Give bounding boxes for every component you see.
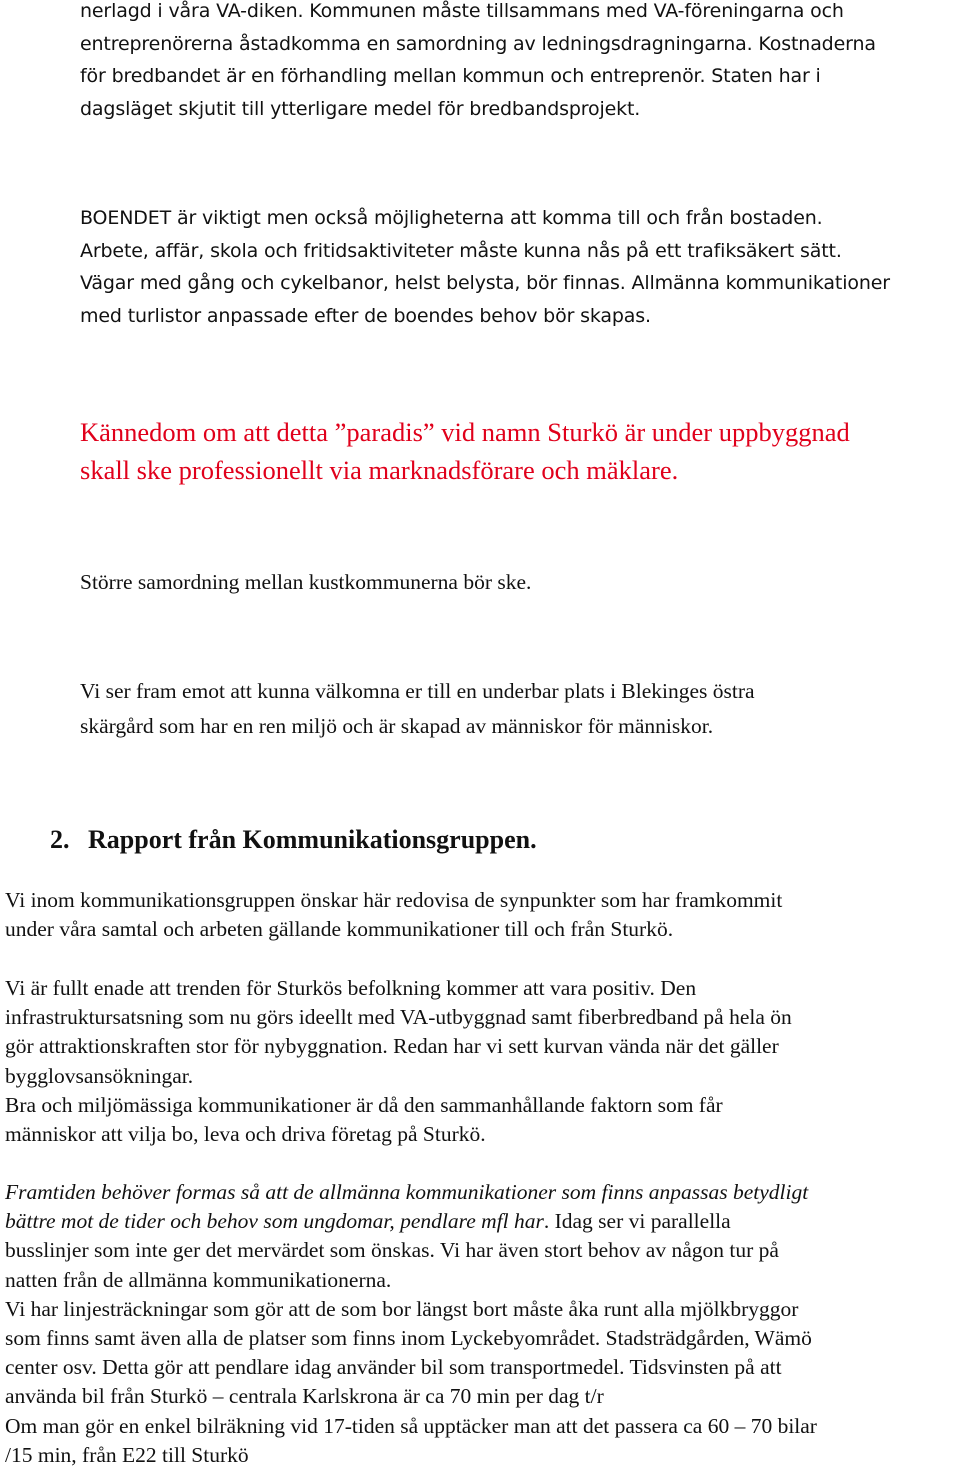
- text-line: för bredbandet är en förhandling mellan kommun och entreprenör. Staten har i: [80, 65, 821, 87]
- text-line: skärgård som har en ren miljö och är skapad av människor för människor.: [80, 713, 714, 738]
- paragraph-boendet: [80, 202, 890, 332]
- text-line: Kännedom om att detta ”paradis” vid namn Sturkö är under uppbyggnad: [80, 417, 850, 447]
- text-line: Om man gör en enkel bilräkning vid 17-tiden så upptäcker man att det passera ca 60 – 70 bilar: [5, 1413, 817, 1438]
- text-line: center osv. Detta gör att pendlare idag använder bil som transportmedel. Tidsvinsten på att: [5, 1355, 782, 1380]
- text-line: BOENDET är viktigt men också möjligheterna att komma till och från bostaden.: [80, 207, 823, 229]
- text-line: [5, 1207, 817, 1236]
- text-line: Vi är fullt enade att trenden för Sturkös befolkning kommer att vara positiv. Den: [5, 976, 697, 1000]
- paragraph-kannedom: [80, 413, 850, 489]
- text-fragment: . Idag ser vi parallella: [543, 1209, 731, 1234]
- text-line: Vi inom kommunikationsgruppen önskar här redovisa de synpunkter som har framkommit: [5, 888, 783, 912]
- text-line: nerlagd i våra VA-diken. Kommunen måste tillsammans med VA-föreningarna och: [80, 0, 844, 22]
- paragraph-samordning: [80, 565, 531, 600]
- text-line: busslinjer som inte ger det mervärdet som önskas. Vi har även stort behov av någon tur på: [5, 1238, 779, 1263]
- text-line: entreprenörerna åstadkomma en samordning av ledningsdragningarna. Kostnaderna: [80, 32, 876, 55]
- text-line: använda bil från Sturkö – centrala Karlskrona är ca 70 min per dag t/r: [5, 1384, 604, 1409]
- text-line: med turlistor anpassade efter de boendes behov bör skapas.: [80, 304, 651, 327]
- paragraph-kommunikationsgruppen: [5, 886, 782, 944]
- text-line: Vi har linjesträckningar som gör att de som bor längst bort måste åka runt alla mjölkbryggor: [5, 1296, 799, 1321]
- text-line: bygglovsansökningar.: [5, 1063, 194, 1088]
- text-line: Bra och miljömässiga kommunikationer är då den sammanhållande faktorn som får: [5, 1092, 723, 1117]
- text-line: Arbete, affär, skola och fritidsaktiviteter måste kunna nås på ett trafiksäkert sätt.: [80, 239, 842, 262]
- paragraph-trenden: [5, 974, 792, 1149]
- text-line: dagsläget skjutit till ytterligare medel för bredbandsprojekt.: [80, 97, 641, 120]
- section-heading: [50, 824, 537, 856]
- text-line: Vi ser fram emot att kunna välkomna er till en underbar plats i Blekinges östra: [80, 679, 755, 703]
- paragraph-valkomna: [80, 674, 755, 743]
- section-number: 2.: [50, 825, 70, 854]
- text-line: som finns samt även alla de platser som finns inom Lyckebyområdet. Stadsträdgården, Wämö: [5, 1326, 812, 1351]
- italic-text: Framtiden behöver formas så att de allmänna kommunikationer som finns anpassas betydligt: [5, 1180, 809, 1204]
- text-line: [5, 1178, 817, 1207]
- text-line: under våra samtal och arbeten gällande kommunikationer till och från Sturkö.: [5, 917, 674, 942]
- text-line: Större samordning mellan kustkommunerna bör ske.: [80, 570, 532, 594]
- paragraph-bredband: [80, 0, 876, 125]
- text-line: natten från de allmänna kommunikationerna.: [5, 1267, 392, 1292]
- paragraph-framtiden: [5, 1178, 817, 1470]
- text-line: infrastruktursatsning som nu görs ideellt med VA-utbyggnad samt fiberbredband på hela ön: [5, 1005, 792, 1030]
- italic-text: bättre mot de tider och behov som ungdomar, pendlare mfl har: [5, 1209, 544, 1234]
- text-line: /15 min, från E22 till Sturkö: [5, 1442, 249, 1467]
- text-line: gör attraktionskraften stor för nybyggnation. Redan har vi sett kurvan vända när det gäller: [5, 1034, 779, 1059]
- text-line: Vägar med gång och cykelbanor, helst belysta, bör finnas. Allmänna kommunikationer: [80, 272, 890, 294]
- text-line: skall ske professionellt via marknadsförare och mäklare.: [80, 455, 679, 485]
- text-line: människor att vilja bo, leva och driva företag på Sturkö.: [5, 1122, 486, 1147]
- section-title: Rapport från Kommunikationsgruppen.: [88, 825, 537, 854]
